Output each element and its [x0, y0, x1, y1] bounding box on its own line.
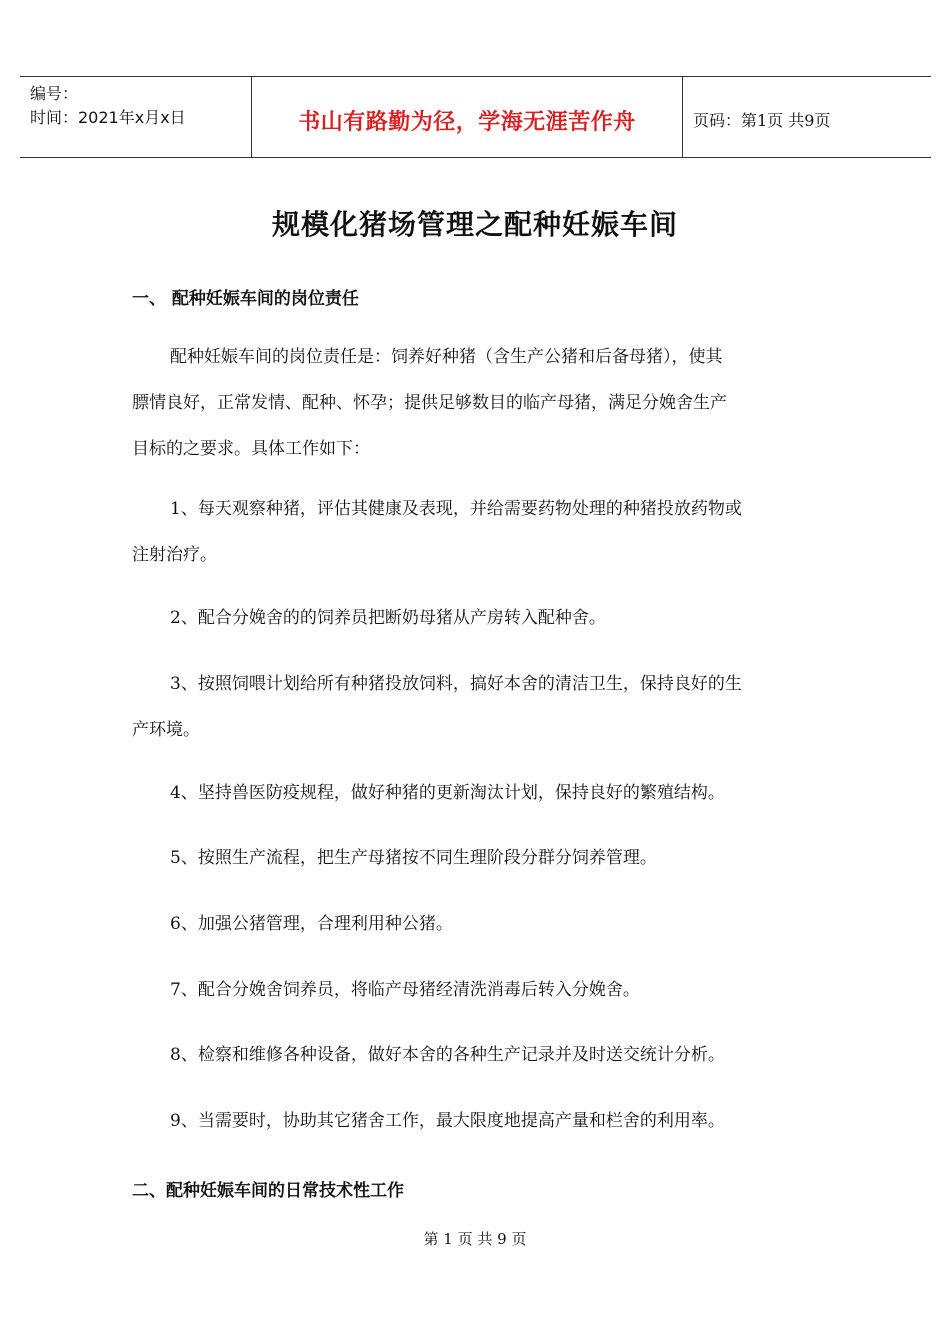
item-7-text: 7、配合分娩舍饲养员，将临产母猪经清洗消毒后转入分娩舍。 [170, 980, 640, 1000]
item-6-text: 6、加强公猪管理，合理利用种公猪。 [170, 914, 453, 934]
intro-paragraph [132, 334, 822, 472]
page-info: 页码：第1页 共9页 [693, 111, 831, 130]
list-item-8 [132, 1032, 822, 1078]
item-1-line-2: 注射治疗。 [132, 545, 217, 565]
list-item-9 [132, 1098, 822, 1144]
section-heading-2: 二、配种妊娠车间的日常技术性工作 [132, 1181, 404, 1201]
list-item-4 [132, 770, 822, 816]
list-item-7 [132, 967, 822, 1013]
item-3-line-1: 3、按照饲喂计划给所有种猪投放饲料，搞好本舍的清洁卫生，保持良好的生 [170, 674, 742, 694]
list-item-3 [132, 661, 822, 753]
list-item-6 [132, 901, 822, 947]
intro-line-3: 目标的之要求。具体工作如下： [132, 439, 370, 459]
header-cell-meta [20, 77, 252, 157]
item-2-text: 2、配合分娩舍的的饲养员把断奶母猪从产房转入配种舍。 [170, 608, 606, 628]
item-8-text: 8、检察和维修各种设备，做好本舍的各种生产记录并及时送交统计分析。 [170, 1045, 725, 1065]
item-3-line-2: 产环境。 [132, 720, 200, 740]
list-item-2 [132, 595, 822, 641]
motto: 书山有路勤为径，学海无涯苦作舟 [298, 110, 636, 135]
list-item-5 [132, 835, 822, 881]
date-label: 时间：2021年x月x日 [30, 108, 186, 127]
item-5-text: 5、按照生产流程，把生产母猪按不同生理阶段分群分饲养管理。 [170, 848, 657, 868]
item-4-text: 4、坚持兽医防疫规程，做好种猪的更新淘汰计划，保持良好的繁殖结构。 [170, 783, 725, 803]
page-footer: 第 1 页 共 9 页 [423, 1230, 527, 1248]
section-heading-1: 一、 配种妊娠车间的岗位责任 [132, 289, 359, 309]
item-9-text: 9、当需要时，协助其它猪舍工作，最大限度地提高产量和栏舍的利用率。 [170, 1111, 725, 1131]
list-item-1 [132, 486, 822, 578]
intro-line-1: 配种妊娠车间的岗位责任是：饲养好种猪（含生产公猪和后备母猪），使其 [170, 347, 723, 367]
header-cell-motto [252, 77, 683, 157]
document-title: 规模化猪场管理之配种妊娠车间 [271, 208, 678, 241]
intro-line-2: 膘情良好，正常发情、配种、怀孕；提供足够数目的临产母猪，满足分娩舍生产 [132, 393, 727, 413]
header-cell-page [683, 77, 931, 157]
header-table [20, 76, 931, 158]
serial-label: 编号： [30, 84, 79, 103]
item-1-line-1: 1、每天观察种猪，评估其健康及表现，并给需要药物处理的种猪投放药物或 [170, 499, 742, 519]
